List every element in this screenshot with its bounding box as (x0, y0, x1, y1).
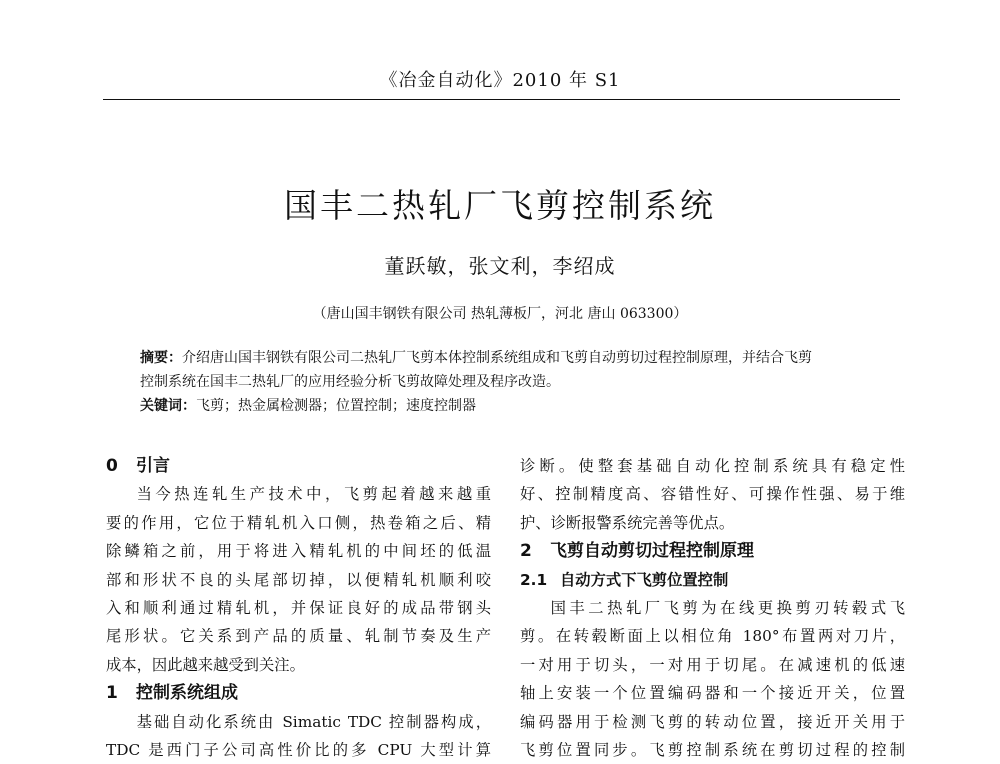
authors: 董跃敏，张文利，李绍成 (384, 254, 616, 278)
section-2-heading (520, 537, 905, 565)
keywords-label: 关键词： (140, 398, 196, 414)
paragraph-line: 基础自动化系统由 Simatic TDC 控制器构成， (136, 712, 491, 731)
section-0-number: 0 (106, 456, 118, 476)
abstract-line-1: 介绍唐山国丰钢铁有限公司二热轧厂飞剪本体控制系统组成和飞剪自动剪切过程控制原理，并结合飞剪 (182, 350, 812, 366)
section-2-title: 飞剪自动剪切过程控制原理 (550, 541, 754, 562)
keywords (140, 394, 875, 418)
left-column (106, 452, 491, 764)
section-2-1-heading (520, 566, 905, 594)
header-rule (103, 99, 900, 100)
affiliation: （唐山国丰钢铁有限公司 热轧薄板厂，河北 唐山 063300） (312, 306, 688, 322)
paragraph-line: 除鳞箱之前，用于将进入精轧机的中间坯的低温 (106, 542, 491, 561)
right-column (520, 452, 905, 764)
abstract-label: 摘要： (140, 350, 182, 366)
keywords-text: 飞剪；热金属检测器；位置控制；速度控制器 (196, 398, 476, 414)
paragraph-line: 飞剪位置同步。飞剪控制系统在剪切过程的控制 (520, 741, 905, 760)
paragraph-line: 剪。在转毂断面上以相位角 180°布置两对刀片， (520, 627, 905, 646)
section-2-1-number: 2.1 (520, 570, 548, 589)
paragraph-line: 护、诊断报警系统完善等优点。 (520, 513, 735, 532)
paragraph-line: 当今热连轧生产技术中，飞剪起着越来越重 (136, 485, 491, 504)
abstract-line-2: 控制系统在国丰二热轧厂的应用经验分析飞剪故障处理及程序改造。 (140, 374, 560, 390)
paragraph-line: 成本，因此越来越受到关注。 (106, 655, 305, 674)
section-1-number: 1 (106, 683, 118, 704)
abstract-block (140, 346, 875, 418)
paragraph-line: 入和顺利通过精轧机，并保证良好的成品带钢头 (106, 599, 491, 618)
section-2-1-title: 自动方式下飞剪位置控制 (560, 570, 729, 589)
section-2-number: 2 (520, 541, 532, 562)
paragraph-line: 好、控制精度高、容错性好、可操作性强、易于维 (520, 485, 905, 504)
paragraph-line: 编码器用于检测飞剪的转动位置，接近开关用于 (520, 712, 905, 731)
paper-title: 国丰二热轧厂飞剪控制系统 (284, 186, 716, 225)
paragraph-line: TDC 是西门子公司高性价比的多 CPU 大型计算 (106, 741, 491, 760)
paragraph-line: 诊断。使整套基础自动化控制系统具有稳定性 (520, 457, 905, 475)
section-1-heading (106, 679, 491, 707)
paragraph-line: 国丰二热轧厂飞剪为在线更换剪刃转毂式飞 (550, 599, 905, 618)
paragraph-line: 要的作用，它位于精轧机入口侧，热卷箱之后、精 (106, 513, 491, 532)
paragraph-line: 部和形状不良的头尾部切掉，以便精轧机顺利咬 (106, 570, 491, 589)
section-0-heading (106, 452, 491, 480)
abstract (140, 346, 875, 394)
paragraph-line: 一对用于切头，一对用于切尾。在减速机的低速 (520, 655, 905, 674)
paragraph-line: 尾形状。它关系到产品的质量、轧制节奏及生产 (106, 627, 491, 646)
section-1-title: 控制系统组成 (136, 683, 238, 704)
section-0-title: 引言 (136, 456, 170, 476)
running-head: 《冶金自动化》2010 年 S1 (379, 70, 621, 91)
paragraph-line: 轴上安装一个位置编码器和一个接近开关，位置 (520, 684, 905, 703)
